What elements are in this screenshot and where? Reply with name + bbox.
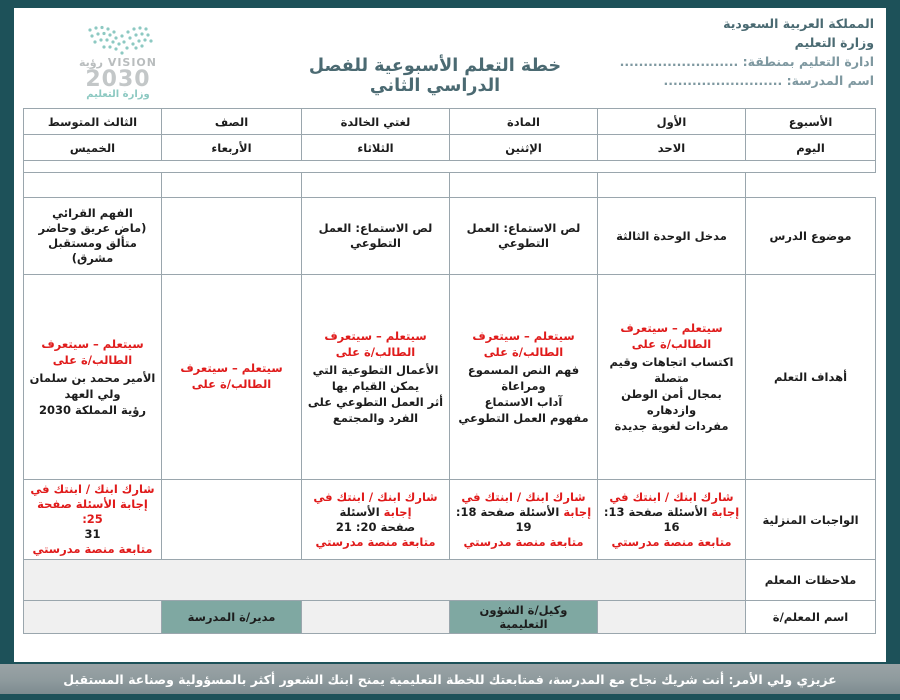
teacher-notes-row: [24, 560, 876, 601]
day-header-label: اليوم: [746, 135, 876, 161]
goals-line: مفهوم العمل التطوعي: [458, 411, 589, 425]
homework-pages-sunday: الأسئلة صفحة 13: 16: [603, 504, 708, 534]
date-strip-row: [24, 173, 876, 198]
homework-pages-monday: الأسئلة صفحة 18: 19: [455, 504, 560, 534]
subject-label: المادة: [450, 109, 598, 135]
week-value: الأول: [598, 109, 746, 135]
homework-row: [24, 480, 876, 560]
signature-principal-label: مدير/ة المدرسة: [162, 601, 302, 634]
goals-heading-wednesday: سيتعلم – سيتعرف الطالب/ة على: [180, 361, 283, 391]
subject-value: لغتي الخالدة: [302, 109, 450, 135]
ministry-line-country: المملكة العربية السعودية: [723, 16, 874, 31]
goals-heading-tuesday: سيتعلم – سيتعرف الطالب/ة على: [324, 329, 427, 359]
topic-cell-tuesday: لص الاستماع: العمل التطوعي: [302, 198, 450, 275]
goals-row: [24, 275, 876, 480]
goals-heading-thursday: سيتعلم – سيتعرف الطالب/ة على: [41, 337, 144, 367]
goals-line: اكتساب اتجاهات وقيم متصلة: [609, 355, 734, 385]
homework-pages-tuesday-2: صفحة 20: 21: [335, 519, 416, 534]
homework-cell-thursday: [24, 480, 162, 560]
signature-teacher-name-value[interactable]: [598, 601, 746, 634]
row-label-goals: أهداف التعلم: [746, 275, 876, 480]
goals-line: أثر العمل التطوعي على الفرد والمجتمع: [307, 395, 444, 425]
education-region-field: ادارة التعليم بمنطقة: .........................: [619, 54, 874, 69]
topic-cell-wednesday: [162, 198, 302, 275]
topic-cell-thursday: [24, 198, 162, 275]
homework-heading-thursday: شارك ابنك / ابنتك في إجابة الأسئلة صفحة 25:: [30, 482, 155, 526]
goals-line: آداب الاستماع: [484, 395, 563, 409]
homework-heading-tuesday: شارك ابنك / ابنتك في إجابة: [313, 489, 438, 519]
signature-row: [24, 601, 876, 634]
teal-separator-cell: [24, 161, 876, 173]
goals-line: الأمير محمد بن سلمان ولي العهد: [29, 371, 156, 401]
day-header-thursday: الخميس: [24, 135, 162, 161]
goals-line: رؤية المملكة 2030: [38, 403, 147, 417]
svg-text:2030: 2030: [85, 67, 151, 92]
homework-cell-monday: [450, 480, 598, 560]
homework-pages-tuesday-1: الأسئلة: [339, 504, 380, 519]
date-strip-label: [746, 173, 876, 198]
signature-academic-affairs-label: وكيل/ة الشؤون التعليمية: [450, 601, 598, 634]
page-title: خطة التعلم الأسبوعية للفصل الدراسي الثاني: [308, 56, 562, 96]
homework-heading-sunday: شارك ابنك / ابنتك في إجابة: [609, 489, 740, 519]
goals-heading-sunday: سيتعلم – سيتعرف الطالب/ة على: [620, 321, 723, 351]
day-header-tuesday: الثلاثاء: [302, 135, 450, 161]
topic-cell-monday: لص الاستماع: العمل التطوعي: [450, 198, 598, 275]
footer-banner: [0, 664, 900, 694]
date-strip-tuesday: [302, 173, 450, 198]
day-header-wednesday: الأربعاء: [162, 135, 302, 161]
ministry-identification-block: [620, 14, 874, 90]
grade-value: الثالث المتوسط: [24, 109, 162, 135]
date-strip-sunday: [598, 173, 746, 198]
homework-note-monday: متابعة منصة مدرستي: [463, 534, 584, 549]
svg-text:وزارة التعليم: وزارة التعليم: [86, 89, 150, 100]
date-strip-monday: [450, 173, 598, 198]
goals-heading-monday: سيتعلم – سيتعرف الطالب/ة على: [472, 329, 575, 359]
goals-cell-tuesday: [302, 275, 450, 480]
vision-2030-logo: [52, 22, 184, 100]
days-row: [24, 135, 876, 161]
homework-heading-monday: شارك ابنك / ابنتك في إجابة: [461, 489, 592, 519]
footer-message: عزيزي ولي الأمر: أنت شريك نجاح مع المدرسة، فمتابعتك للخطة التعليمية يمنح ابنك الشعور أكثر بالمسؤولية وصناعة المستقبل: [63, 671, 837, 687]
grade-label: الصف: [162, 109, 302, 135]
goals-cell-monday: [450, 275, 598, 480]
homework-cell-sunday: [598, 480, 746, 560]
date-strip-wednesday: [162, 173, 302, 198]
homework-pages-thursday: 31: [84, 527, 101, 541]
goals-line: مفردات لغوية جديدة: [614, 419, 729, 433]
teal-separator-strip: [24, 161, 876, 173]
goals-cell-sunday: [598, 275, 746, 480]
week-label: الأسبوع: [746, 109, 876, 135]
document-header: [14, 8, 886, 108]
topic-cell-sunday: مدخل الوحدة الثالثة: [598, 198, 746, 275]
day-header-sunday: الاحد: [598, 135, 746, 161]
topic-thursday-line2: (ماض عريق وحاضر متألق ومستقبل مشرق): [38, 221, 147, 265]
date-strip-thursday: [24, 173, 162, 198]
goals-line: بمجال أمن الوطن وازدهاره: [621, 387, 722, 417]
weekly-plan-table: [23, 108, 876, 634]
info-row: [24, 109, 876, 135]
row-label-teacher-name: اسم المعلم/ة: [746, 601, 876, 634]
homework-cell-tuesday: [302, 480, 450, 560]
goals-line: فهم النص المسموع ومراعاة: [467, 363, 580, 393]
row-label-topic: موضوع الدرس: [746, 198, 876, 275]
signature-academic-affairs-value[interactable]: [302, 601, 450, 634]
svg-text:VISION رؤية: VISION رؤية: [79, 56, 157, 69]
document-paper: [14, 8, 886, 662]
goals-cell-thursday: [24, 275, 162, 480]
day-header-monday: الإثنين: [450, 135, 598, 161]
ministry-line-ministry: وزارة التعليم: [794, 35, 874, 50]
homework-note-tuesday: متابعة منصة مدرستي: [315, 534, 436, 549]
row-label-homework: الواجبات المنزلية: [746, 480, 876, 560]
signature-principal-value[interactable]: [24, 601, 162, 634]
goals-cell-wednesday: [162, 275, 302, 480]
homework-cell-wednesday: [162, 480, 302, 560]
homework-note-thursday: متابعة منصة مدرستي: [32, 542, 153, 556]
goals-line: الأعمال التطوعية التي يمكن القيام بها: [312, 363, 439, 393]
teacher-notes-value[interactable]: [24, 560, 746, 601]
homework-note-sunday: متابعة منصة مدرستي: [611, 534, 732, 549]
school-name-field: اسم المدرسة: .........................: [663, 73, 874, 88]
topic-row: [24, 198, 876, 275]
topic-thursday-line1: الفهم القرائي: [52, 206, 133, 220]
row-label-teacher-notes: ملاحظات المعلم: [746, 560, 876, 601]
